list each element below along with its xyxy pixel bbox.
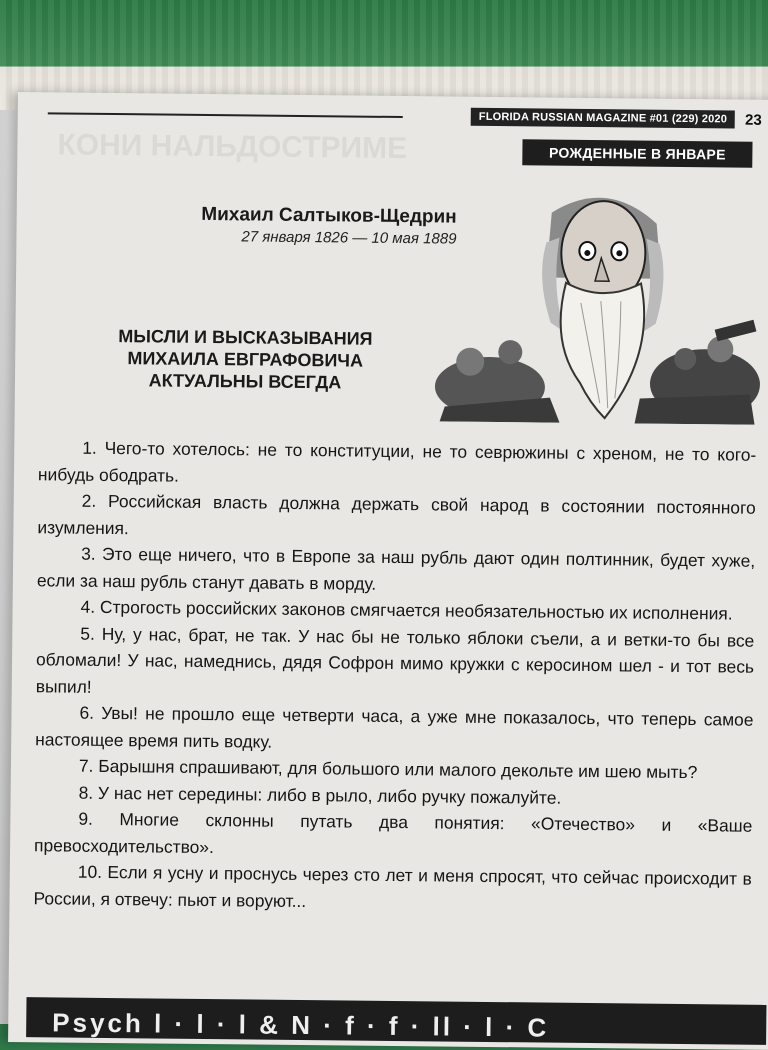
- page-header: [403, 106, 768, 130]
- next-article-banner: [26, 997, 766, 1045]
- bleed-through-text: КОНИ НАЛЬДОСТРИМЕ: [57, 128, 408, 166]
- author-dates: 27 января 1826 — 10 мая 1889: [241, 228, 457, 248]
- article-title: [65, 325, 426, 395]
- page-number: 23: [744, 111, 762, 129]
- quote-item: 2. Российская власть должна держать свой народ в состоянии постоянного изумления.: [37, 490, 756, 538]
- figure-beard: [560, 283, 645, 419]
- caricature-portrait-image: [430, 181, 762, 424]
- quote-item: 9. Многие склонны путать два понятия: «Отечество» и «Ваше превосходительство».: [34, 808, 753, 857]
- banner-text: Psych l · l · l & N · f · f · ll · l · C: [52, 1007, 550, 1043]
- author-name: Михаил Салтыков-Щедрин: [201, 203, 457, 228]
- header-rule: [48, 112, 403, 118]
- quote-item: 6. Увы! не прошло еще четверти часа, а уже мне показалось, что теперь самое настоящее время пить водку.: [35, 702, 754, 752]
- title-line: МИХАИЛА ЕВГРАФОВИЧА: [127, 348, 364, 371]
- magazine-title: FLORIDA RUSSIAN MAGAZINE #01 (229) 2020: [471, 108, 735, 129]
- quote-item: 7. Барышня спрашивают, для большого или малого декольте им шею мыть?: [78, 755, 698, 783]
- quotes-list: [33, 434, 756, 918]
- title-line: АКТУАЛЬНЫ ВСЕГДА: [148, 370, 342, 393]
- author-block: [146, 203, 456, 247]
- magazine-page: [8, 92, 768, 1050]
- quote-item: 10. Если я усну и проснусь через сто лет и меня спросят, что сейчас происходит в России, я отвечу: пьют и воруют...: [33, 861, 752, 911]
- quote-item: 8. У нас нет середины: либо в рыло, либо ручку пожалуйте.: [78, 782, 562, 808]
- quote-item: 1. Чего-то хотелось: не то конституции, не то севрюжины с хреном, не то кого-нибудь ободрать.: [37, 437, 757, 486]
- quote-item: 4. Строгость российских законов смягчается необязательностью их исполнения.: [80, 596, 733, 624]
- quote-item: 5. Ну, у нас, брат, не так. У нас бы не только яблоки съели, а и ветки-то бы все обломали! У нас, намеднись, дядя Софрон мимо кружки с керосином шел - и тот весь выпил!: [35, 623, 755, 697]
- section-label: РОЖДЕННЫЕ В ЯНВАРЕ: [522, 139, 752, 167]
- title-line: МЫСЛИ И ВЫСКАЗЫВАНИЯ: [118, 326, 373, 349]
- quote-item: 3. Это еще ничего, что в Европе за наш рубль дают один полтинник, будет хуже, если за наш рубль станут давать в морду.: [36, 543, 756, 594]
